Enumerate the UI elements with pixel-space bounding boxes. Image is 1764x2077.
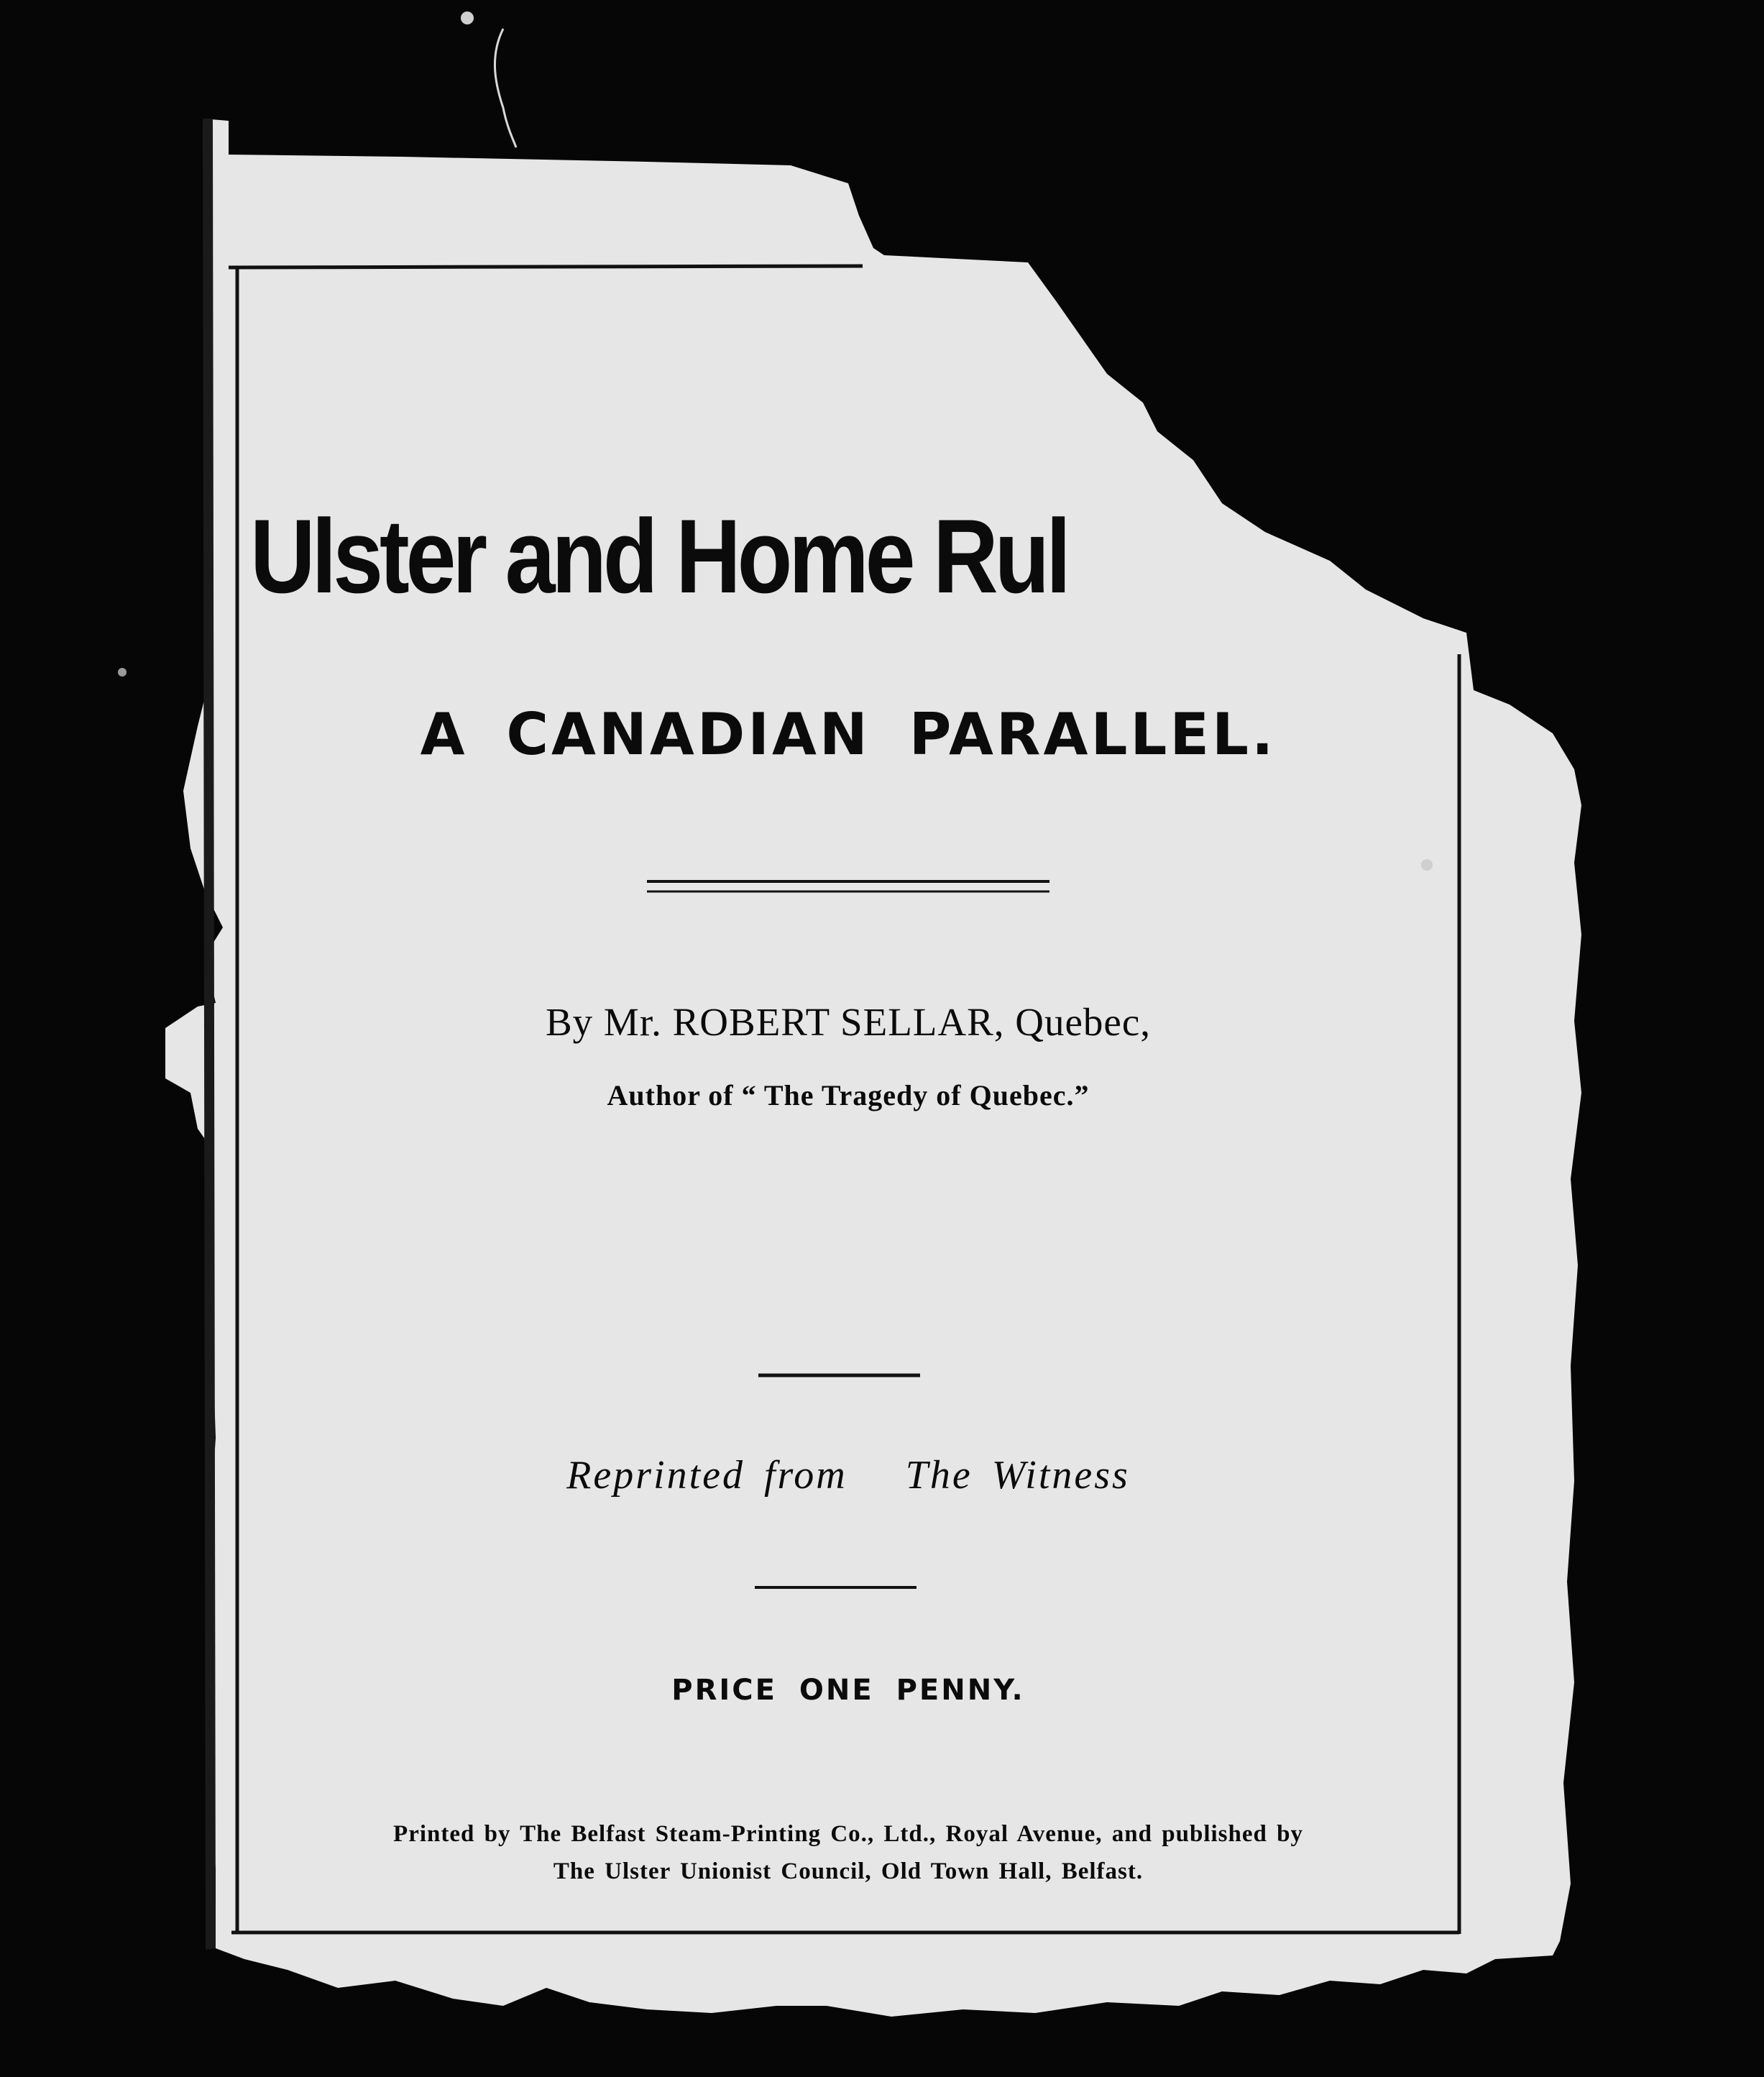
document-subtitle: A CANADIAN PARALLEL. — [420, 701, 1277, 768]
printer-imprint — [237, 1815, 1459, 1890]
author-credit: Author of “ The Tragedy of Quebec.” — [607, 1079, 1090, 1111]
speck — [118, 668, 127, 677]
speck — [1421, 859, 1433, 871]
speck — [461, 12, 474, 24]
document-title: Ulster and Home Rul — [250, 498, 1067, 615]
imprint-line-1: Printed by The Belfast Steam-Printing Co., Ltd., Royal Avenue, and published by — [393, 1821, 1303, 1847]
imprint-line-2: The Ulster Unionist Council, Old Town Hall, Belfast. — [553, 1858, 1144, 1884]
author-byline: By Mr. ROBERT SELLAR, Quebec, — [545, 1000, 1152, 1044]
reprint-note: Reprinted from The Witness — [566, 1453, 1130, 1498]
paper-shape — [165, 119, 1581, 2017]
price-line: PRICE ONE PENNY. — [671, 1674, 1025, 1707]
thread-mark — [495, 29, 516, 147]
